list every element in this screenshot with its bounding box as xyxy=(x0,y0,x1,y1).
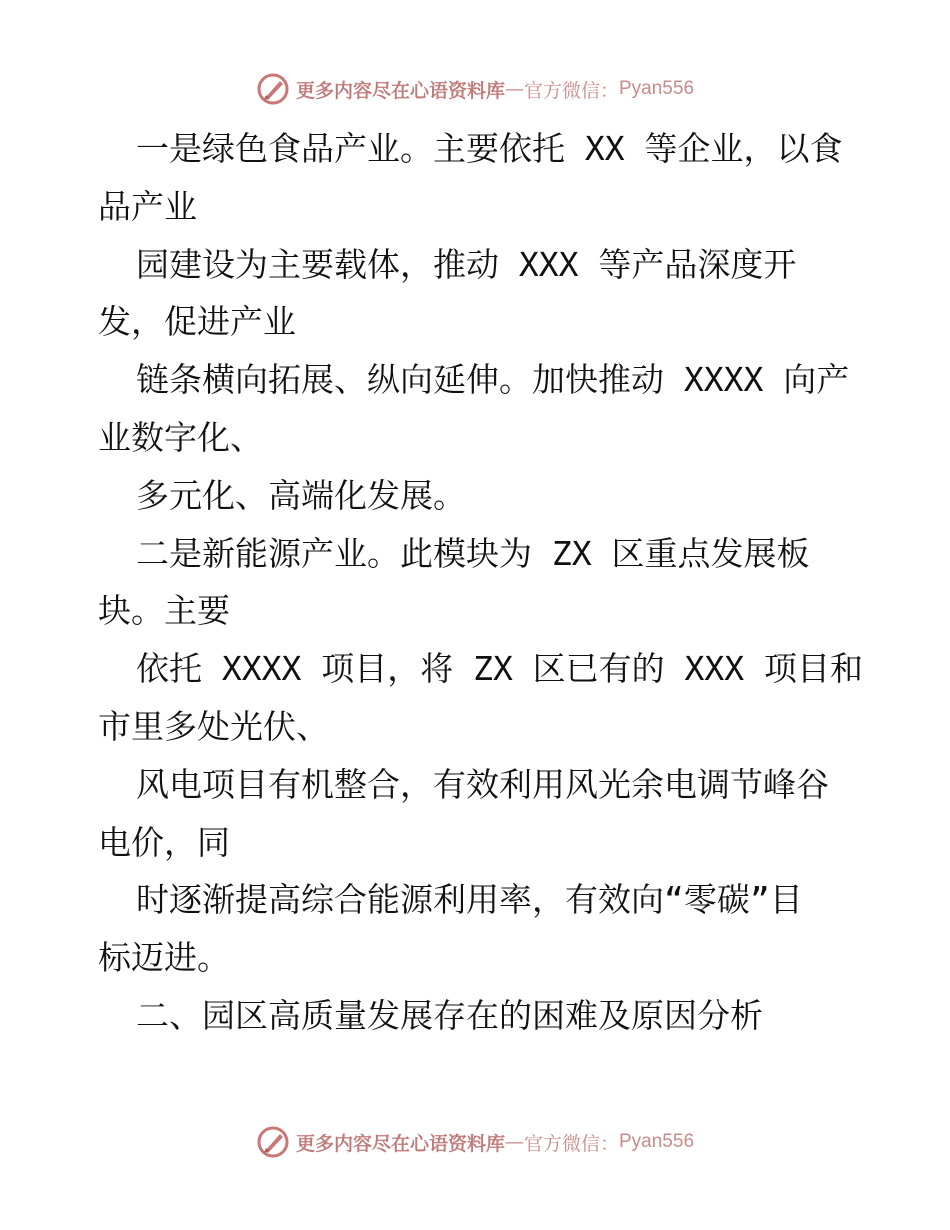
body-line: 风电项目有机整合，有效利用风光余电调节峰谷 xyxy=(136,764,829,804)
body-line: 二是新能源产业。此模块为 ZX 区重点发展板 xyxy=(136,533,810,573)
body-line: 时逐渐提高综合能源利用率，有效向“零碳”目 xyxy=(136,880,803,920)
watermark-contact-label: 官方微信： xyxy=(523,1132,619,1155)
body-line: 电价，同 xyxy=(98,822,230,862)
footer-watermark xyxy=(0,1125,950,1159)
watermark-contact-label: 官方微信： xyxy=(523,79,619,102)
watermark-separator: — xyxy=(504,1131,524,1153)
body-line: 发，促进产业 xyxy=(98,302,296,342)
body-line: 块。主要 xyxy=(98,591,230,631)
section-heading: 二、园区高质量发展存在的困难及原因分析 xyxy=(136,995,763,1035)
body-line: 市里多处光伏、 xyxy=(98,706,329,746)
document-body xyxy=(98,120,868,1045)
body-line: 标迈进。 xyxy=(98,938,230,978)
watermark-separator: — xyxy=(504,78,524,100)
watermark-main-text: 更多内容尽在心语资料库 xyxy=(295,79,505,102)
pen-logo-icon xyxy=(256,1125,290,1159)
watermark-id: Pyan556 xyxy=(619,78,695,99)
body-line: 园建设为主要载体，推动 XXX 等产品深度开 xyxy=(136,244,797,284)
body-line: 品产业 xyxy=(98,186,197,226)
header-watermark xyxy=(0,72,950,106)
body-line: 多元化、高端化发展。 xyxy=(136,475,466,515)
body-line: 依托 XXXX 项目，将 ZX 区已有的 XXX 项目和 xyxy=(136,649,864,689)
body-line: 链条横向拓展、纵向延伸。加快推动 XXXX 向产 xyxy=(136,360,850,400)
body-line: 一是绿色食品产业。主要依托 XX 等企业，以食 xyxy=(136,129,843,168)
watermark-main-text: 更多内容尽在心语资料库 xyxy=(295,1132,505,1155)
watermark-id: Pyan556 xyxy=(619,1131,695,1152)
body-line: 业数字化、 xyxy=(98,417,263,457)
pen-logo-icon xyxy=(256,72,290,106)
